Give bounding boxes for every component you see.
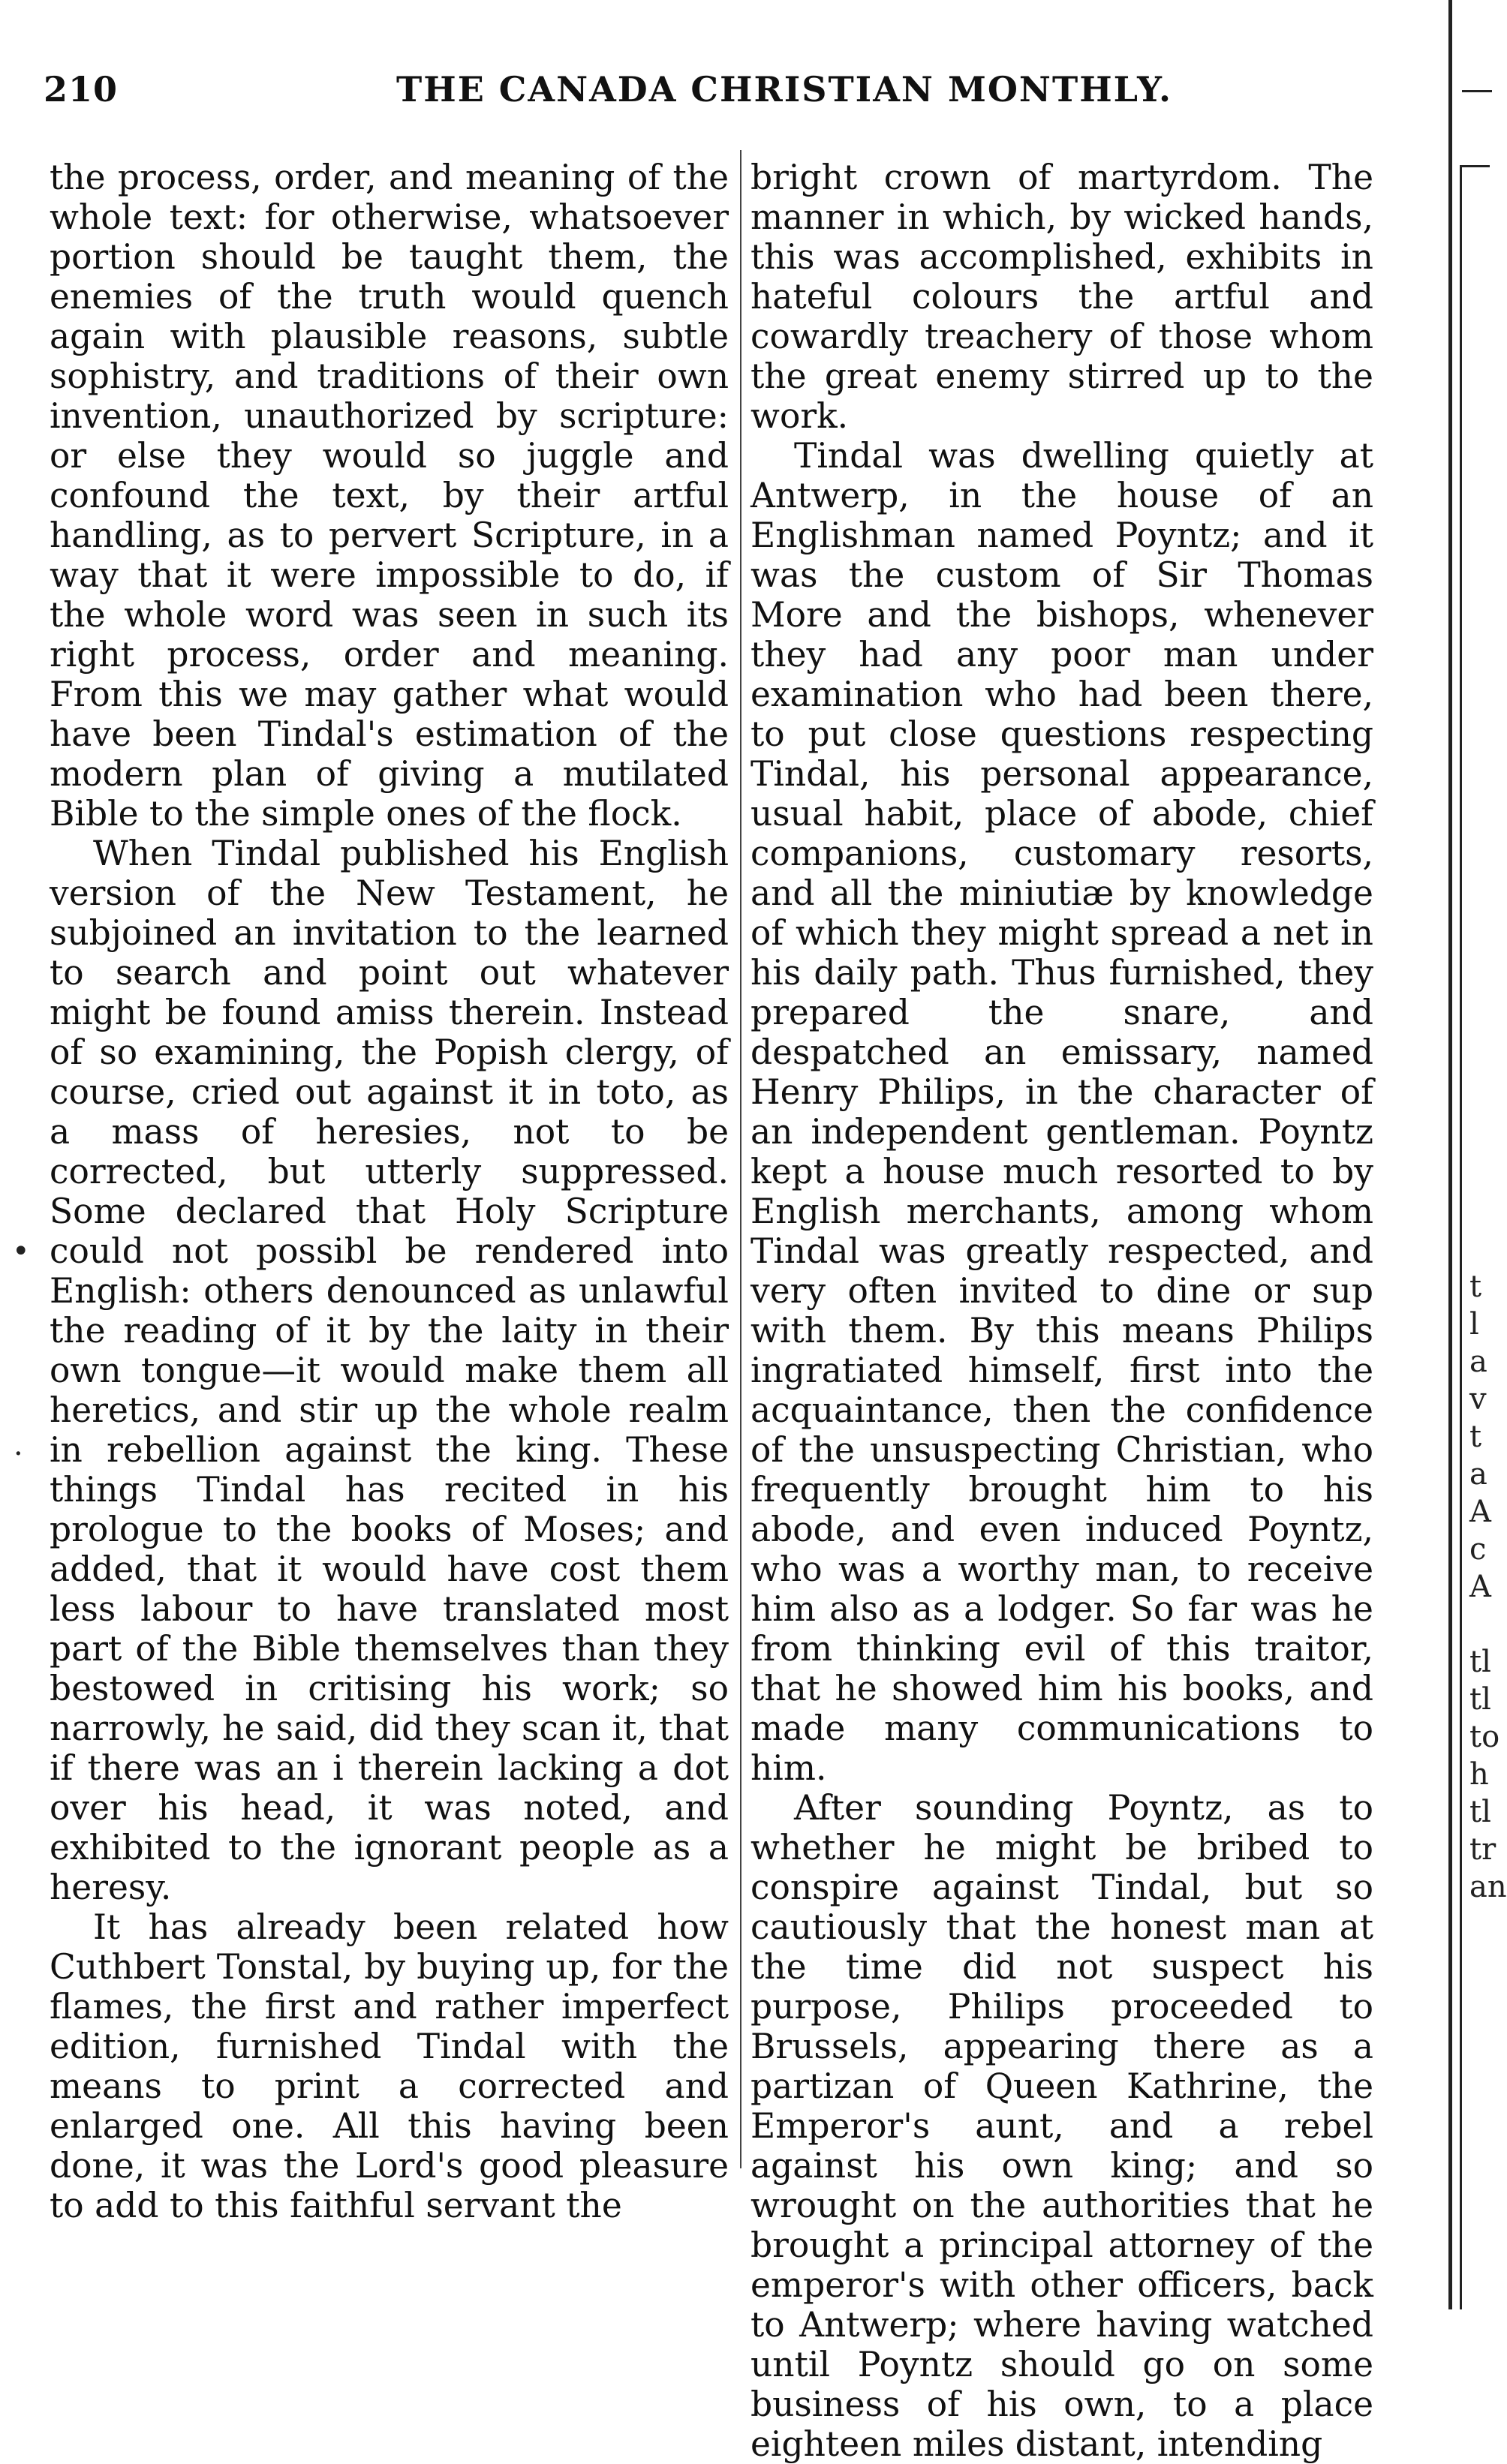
right-paragraph-2: Tindal was dwelling quietly at Antwerp, in the house of an Englishman named Poyntz; and it was the custom of Sir Thomas More and the bishops, whenever they had any poor man under examination who had been there, to put close questions respecting Tindal, his personal appearance, usual habit, place of abode, chief companions, customary resorts, and all the miniutiæ by knowledge of which they might spread a net in his daily path. Thus furnished, they prepared the snare, and despatched an emissary, named Henry Philips, in the character of an independent gentleman. Poyntz kept a house much resorted to by English merchants, among whom Tindal was greatly respected, and very often invited to dine or sup with them. By this means Philips ingratiated himself, first into the acquaintance, then the confidence of the unsuspecting Christian, who frequently brought him to his abode, and even induced Poyntz, who was a worthy man, to receive him also as a lodger. So far was he from thinking evil of this traitor, that he showed him his books, and made many communications to him. [750,436,1373,1788]
right-column [750,158,1373,2464]
left-column [50,158,729,2225]
adjacent-column-fragments [1469,1268,1507,1906]
margin-bullet-mark: • [12,1234,30,1269]
right-paragraph-3: After sounding Poyntz, as to whether he might be bribed to conspire against Tindal, but so cautiously that the honest man at the time did not suspect his purpose, Philips proceeded to Brussels, appearing there as a partizan of Queen Kathrine, the Emperor's aunt, and a rebel against his own king; and so wrought on the authorities that he brought a principal attorney of the emperor's with other officers, back to Antwerp; where having watched until Poyntz should go on some business of his own, to a place eighteen miles distant, intending [750,1788,1373,2464]
right-paragraph-1: bright crown of martyrdom. The manner in which, by wicked hands, this was accomplished, exhibits in hateful colours the artful and cowardly treachery of those whom the great enemy stirred up to the work. [750,158,1373,436]
page-header [44,69,1394,122]
edge-fragment: an [1469,1870,1507,1904]
edge-fragment: t [1469,1420,1482,1454]
page-binding-line [1448,0,1452,2309]
edge-fragment [1469,1606,1492,1643]
column-divider [740,150,741,2168]
edge-fragment: a [1469,1457,1487,1492]
edge-fragment: a [1469,1345,1487,1379]
edge-fragment: to [1469,1720,1500,1754]
edge-fragment: A [1469,1570,1491,1604]
edge-fragment: tl [1469,1682,1491,1717]
edge-fragment: tl [1469,1795,1491,1829]
edge-fragment: h [1469,1757,1489,1792]
edge-fragment: A [1469,1495,1491,1529]
left-paragraph-1: the process, order, and meaning of the whole text: for otherwise, whatsoever portion should be taught them, the enemies of the truth would quench again with plausible reasons, subtle sophistry, and traditions of their own invention, unauthorized by scripture: or else they would so juggle and confound the text, by their artful handling, as to pervert Scripture, in a way that it were impossible to do, if the whole word was seen in such its right process, order and meaning. From this we may gather what would have been Tindal's estimation of the modern plan of giving a mutilated Bible to the simple ones of the flock. [50,158,729,834]
running-title: THE CANADA CHRISTIAN MONTHLY. [396,69,1172,110]
edge-fragment: c [1469,1532,1487,1567]
left-paragraph-2: When Tindal published his English version of the New Testament, he subjoined an invitation to the learned to search and point out whatever might be found amiss therein. Instead of so examining, the Popish clergy, of course, cried out against it in toto, as a mass of heresies, not to be corrected, but utterly suppressed. Some declared that Holy Scripture could not possibl be rendered into English: others denounced as unlawful the reading of it by the laity in their own tongue—it would make them all heretics, and stir up the whole realm in rebellion against the king. These things Tindal has recited in his prologue to the books of Moses; and added, that it would have cost them less labour to have translated most part of the Bible themselves than they bestowed in critising his work; so narrowly, he said, did they scan it, that if there was an i therein lacking a dot over his head, it was noted, and exhibited to the ignorant people as a heresy. [50,834,729,1907]
margin-dot-mark: · [14,1437,23,1471]
edge-fragment: tl [1469,1645,1491,1679]
page-binding-line-inner [1460,165,1462,2309]
edge-fragment: tr [1469,1832,1496,1867]
edge-fragment: l [1469,1307,1479,1342]
left-paragraph-3: It has already been related how Cuthbert Tonstal, by buying up, for the flames, the first and rather imperfect edition, furnished Tindal with the means to print a corrected and enlarged one. All this having been done, it was the Lord's good pleasure to add to this faithful servant the [50,1907,729,2225]
page-edge-bracket-top [1462,90,1492,92]
adjacent-page-edge [1381,0,1507,2309]
page-number: 210 [44,69,119,110]
edge-fragment: t [1469,1270,1482,1304]
edge-fragment: v [1469,1382,1487,1417]
page-edge-bracket [1460,165,1490,167]
